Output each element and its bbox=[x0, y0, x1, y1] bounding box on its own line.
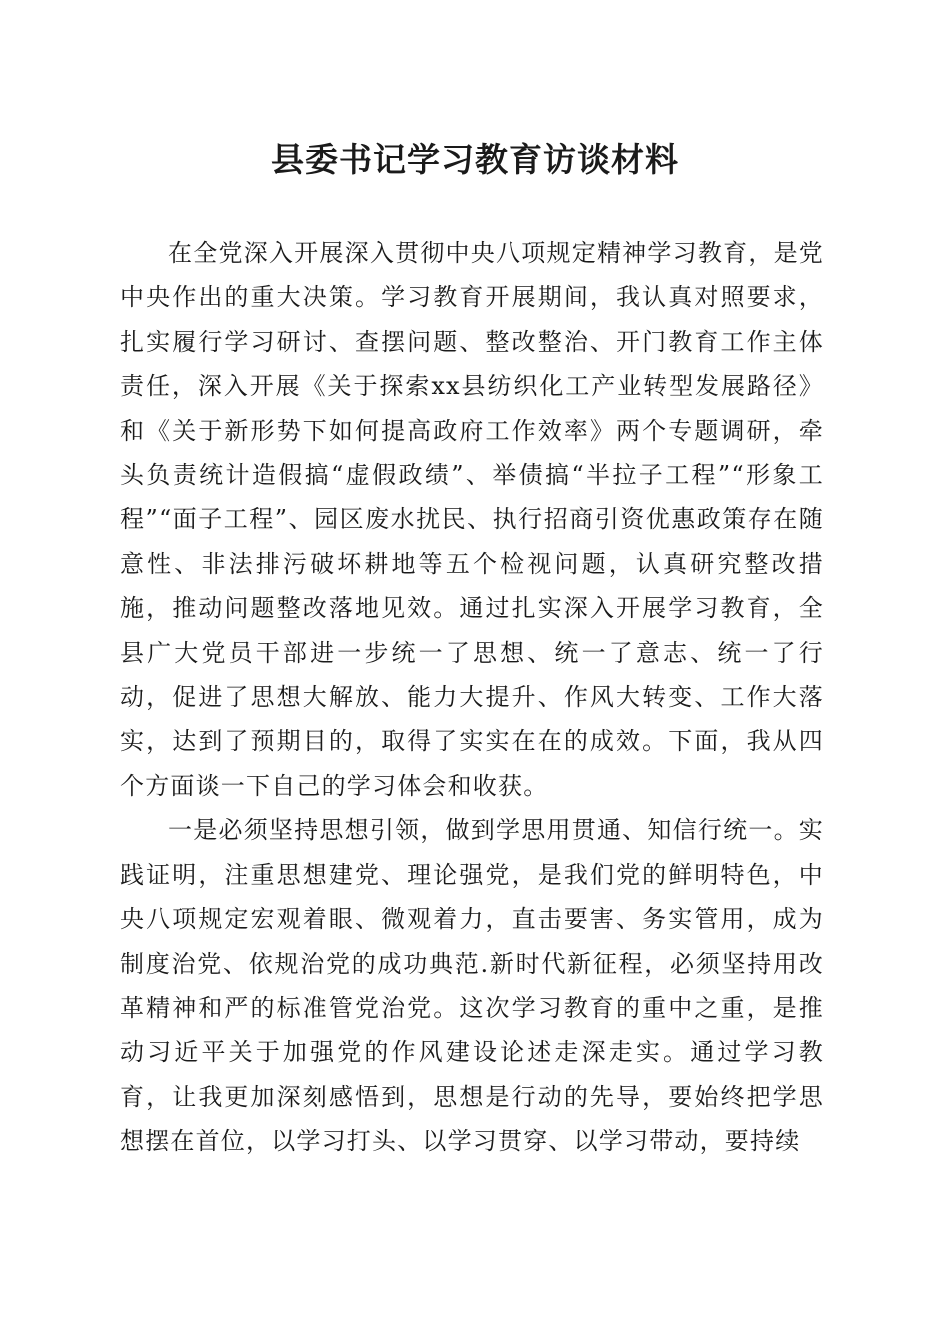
paragraph-text: 在全党深入开展深入贯彻中央八项规定精神学习教育，是党中央作出的重大决策。学习教育开展期间，我认真对照要求，扎实履行学习研讨、查摆问题、整改整治、开门教育工作主体责任，深入开展《关于探索xx县纺织化工产业转型发展路径》和《关于新形势下如何提高政府工作效率》两个专题调研，牵头负责统计造假搞“虚假政绩”、举债搞“半拉子工程”“形象工程”“面子工程”、园区废水扰民、执行招商引资优惠政策存在随意性、非法排污破坏耕地等五个检视问题，认真研究整改措施，推动问题整改落地见效。通过扎实深入开展学习教育，全县广大党员干部进一步统一了思想、统一了意志、统一了行动，促进了思想大解放、能力大提升、作风大转变、工作大落实，达到了预期目的，取得了实实在在的成效。下面，我从四个方面谈一下自己的学习体会和收获。 bbox=[120, 239, 824, 800]
paragraph-intro bbox=[120, 231, 824, 808]
document-title: 县委书记学习教育访谈材料 bbox=[271, 140, 679, 179]
paragraph-point-one bbox=[120, 808, 824, 1163]
paragraph-text: 实践证明，注重思想建党、理论强党，是我们党的鲜明特色，中央八项规定宏观着眼、微观着力，直击要害、务实管用，成为制度治党、依规治党的成功典范.新时代新征程，必须坚持用改革精神和严的标准管党治党。这次学习教育的重中之重，是推动习近平关于加强党的作风建设论述走深走实。通过学习教育，让我更加深刻感悟到，思想是行动的先导，要始终把学思想摆在首位，以学习打头、以学习贯穿、以学习带动，要持续 bbox=[120, 816, 824, 1156]
document-body bbox=[120, 231, 824, 1164]
paragraph-lead: 一是必须坚持思想引领，做到学思用贯通、知信行统一。 bbox=[168, 816, 799, 845]
